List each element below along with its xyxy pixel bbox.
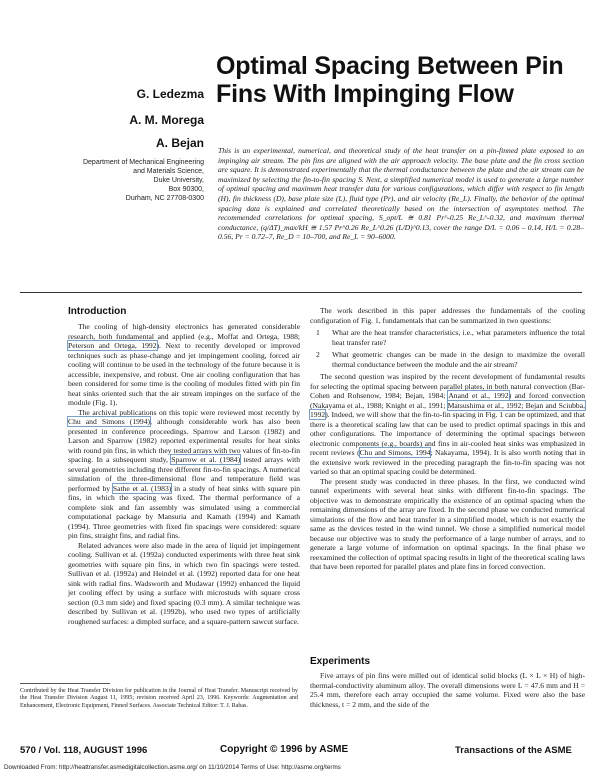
affiliation (56, 158, 204, 203)
right-column-text (310, 306, 585, 572)
download-notice: Downloaded From: http://heattransfer.asmedigitalcollection.asme.org/ on 11/10/2014 Terms of Use: http://asme.org/terms (4, 764, 341, 771)
journal-name: Transactions of the ASME (455, 745, 572, 756)
paper-title: Optimal Spacing Between Pin Fins With Impinging Flow (216, 52, 564, 108)
citation-link[interactable]: Sparrow et al. (1984) (171, 455, 241, 464)
body-paragraph: The work described in this paper addresses the fundamentals of the cooling configuration of Fig. 1, fundamentals that can be summarized in two questions: (310, 306, 585, 325)
experiments-heading: Experiments (310, 656, 371, 667)
terms-link[interactable]: http://asme.org/terms (281, 764, 341, 771)
author-bejan: A. Bejan (155, 136, 204, 150)
affiliation-line: and Materials Science, (133, 168, 204, 175)
body-paragraph: Five arrays of pin fins were milled out of identical solid blocks (L × L × H) of high-thermal-conductivity aluminum alloy. The overall dimensions were L = 47.6 mm and H = 25.4 mm, therefore each array occupied the same volume. Fixed were also the base thickness, t = 2 mm, and the side of the (310, 671, 585, 709)
copyright: Copyright © 1996 by ASME (220, 744, 349, 755)
affiliation-line: Durham, NC 27708-0300 (125, 195, 204, 202)
citation-link[interactable]: Anand et al., 1992 (448, 391, 509, 400)
left-column-text (68, 322, 300, 626)
affiliation-line: Box 90300, (168, 186, 204, 193)
citation-link[interactable]: Chu and Simons (1994) (68, 417, 151, 426)
affiliation-line: Duke University, (153, 177, 204, 184)
intro-paragraph: The cooling of high-density electronics has generated considerable research, both fundamental and applied (e.g., Moffat and Ortega, 1988; Peterson and Ortega, 1992). Next to recently developed or improved techniques such as phase-change and jet impingement cooling, forced air cooling will continue to be used in the technology of the future because it is accessible, inexpensive, and robust. One air cooling configuration that has been considered for some time is the cooling of modules fitted with pin fin heat sinks oriented such that the air stream impinges on the surface of the module (Fig. 1). (68, 322, 300, 407)
list-item: 2 What geometric changes can be made in the design to maximize the overall thermal conductance between the module and the air stream? (316, 350, 585, 369)
page-number: 570 / Vol. 118, AUGUST 1996 (20, 745, 148, 756)
citation-link[interactable]: Matsushima et al., 1992; Bejan and Sciubba, 1992 (310, 400, 585, 419)
intro-paragraph: The archival publications on this topic were reviewed most recently by Chu and Simons (1994), although considerable work has also been presented in conference proceedings. Sparrow and Larson (1982) and Larson and Sparrow (1982) reported experimental results for heat sinks with round pin fins, in which they tested arrays with two values of fin-to-fin spacing. In a subsequent study, Sparrow et al. (1984) tested arrays with several geometries including three different fin-to-fin spacings. A numerical simulation of the three-dimensional flow and temperature field was performed by Sathe et al. (1983) in a study of heat sinks with square pin fins, in which the spacing was fixed. The thermal performance of a complete sink and fan assembly was simulated using a commercial computational package by Mansuria and Kamath (1994) and Kamath (1994). Three geometries with fixed fin spacings were considered: square pin fins, straight fins, and radial fins. (68, 407, 301, 540)
footnote-rule (20, 683, 110, 684)
list-item: 1 What are the heat transfer characteristics, i.e., what parameters influence the total heat transfer rate? (316, 328, 585, 347)
body-paragraph: The second question was inspired by the recent development of fundamental results for selecting the optimal spacing between parallel plates, in both natural convection (Bar-Cohen and Rohsenow, 1984; Bejan, 1984; Anand et al., 1992) and forced convection (Nakayama et al., 1988; Knight et al., 1991; Matsushima et al., 1992; Bejan and Sciubba, 1992). Indeed, we will show that the fin-to-fin spacing in Fig. 1 can be optimized, and that there is a theoretical scaling law that can be used to predict optimal spacings in this and other configurations. The importance of determining the optimal spacings between electronic components (e.g., boards) and fins in air-cooled heat sinks was emphasized in recent reviews (Chu and Simons, 1994; Nakayama, 1994). It is also worth noting that in the extensive work reviewed in the preceding paragraph the fin-to-fin spacing was not varied so that an optimal spacing could be determined. (310, 372, 585, 476)
experiments-text (310, 671, 585, 709)
body-paragraph: The present study was conducted in three phases. In the first, we conducted wind tunnel experiments with several heat sinks with different fin-to-fin spacings. The objective was to demonstrate empirically the existence of an optimal spacing when the remaining dimensions of the array are fixed. In the second phase we conducted numerical simulations of the flow and heat transfer in a simplified model, which is not exactly the same as the devices tested in the wind tunnel. We chose a simplified numerical model because our objective was to study the performance of a large number of arrays, and to generate a large volume of information on optimal spacings. In the final phase we reexamined the collection of optimal spacing results in light of the theoretical scaling laws that have been reported for parallel plates and plate fins in forced convection. (310, 476, 585, 571)
author-ledezma: G. Ledezma (136, 87, 204, 101)
affiliation-line: Department of Mechanical Engineering (82, 159, 204, 166)
footnote: Contributed by the Heat Transfer Division for publication in the Journal of Heat Transfer. Manuscript received by the Heat Transfer Division August 11, 1995; revision received April 23, 1996. Keywords: Augmentation and Enhancement, Electronic Equipment, Finned Surfaces. Associate Technical Editor: T. J. Rabas. (20, 688, 298, 709)
introduction-heading: Introduction (68, 306, 127, 317)
section-divider (20, 292, 582, 293)
abstract: This is an experimental, numerical, and theoretical study of the heat transfer on a pin-finned plate exposed to an impinging air stream. The pin fins are aligned with the air approach velocity. The base plate and the fin cross section are square. It is demonstrated experimentally that the thermal conductance between the plate and the air stream can be maximized by selecting the fin-to-fin spacing S. Next, a simplified numerical model is used to generate a large number of optimal spacing and maximum heat transfer data for various configurations, which differ with respect to fin length (H), fin thickness (D), base plate size (L), fluid type (Pr), and air velocity (Re_L). Finally, the behavior of the optimal spacing data is explained and correlated theoretically based on the intersection of asymptotes method. The recommended correlations for optimal spacing, S_opt/L ≅ 0.81 Pr^-0.25 Re_L^-0.32, and maximum thermal conductance, (q/ΔT)_max/kH ≅ 1.57 Pr^0.26 Re_L^0.26 (L/D)^0.13, cover the range D/L = 0.06 – 0.14, H/L = 0.28–0.56, Pr = 0.72–7, Re_D = 10–700, and Re_L = 90–6000. (218, 146, 584, 242)
citation-link[interactable]: Sathe et al. (1983) (112, 483, 172, 493)
intro-paragraph: Related advances were also made in the area of liquid jet impingement cooling. Sullivan et al. (1992a) conducted experiments with three heat sink geometries with square pin fins, in which two fin spacings were tested. Sullivan et al. (1992a) and Heindel et al. (1992) reported data for one heat sink with radial fins. Wadsworth and Mudawar (1992) enhanced the liquid jet cooling effect by using a surface with microstuds with square cross section (0.3 mm side) and fixed spacing (0.3 mm). A similar technique was described by Sullivan et al. (1992b), who used two types of artificially roughened surfaces: a dimpled surface, and a square-pattern sawcut surface. (68, 540, 300, 626)
question-list (310, 328, 585, 369)
citation-link[interactable]: Peterson and Ortega, 1992 (68, 341, 157, 350)
citation-link[interactable]: Chu and Simons, 1994 (359, 448, 431, 457)
download-link[interactable]: http://heattransfer.asmedigitalcollection.asme.org/ (58, 764, 198, 771)
author-morega: A. M. Morega (129, 113, 204, 127)
